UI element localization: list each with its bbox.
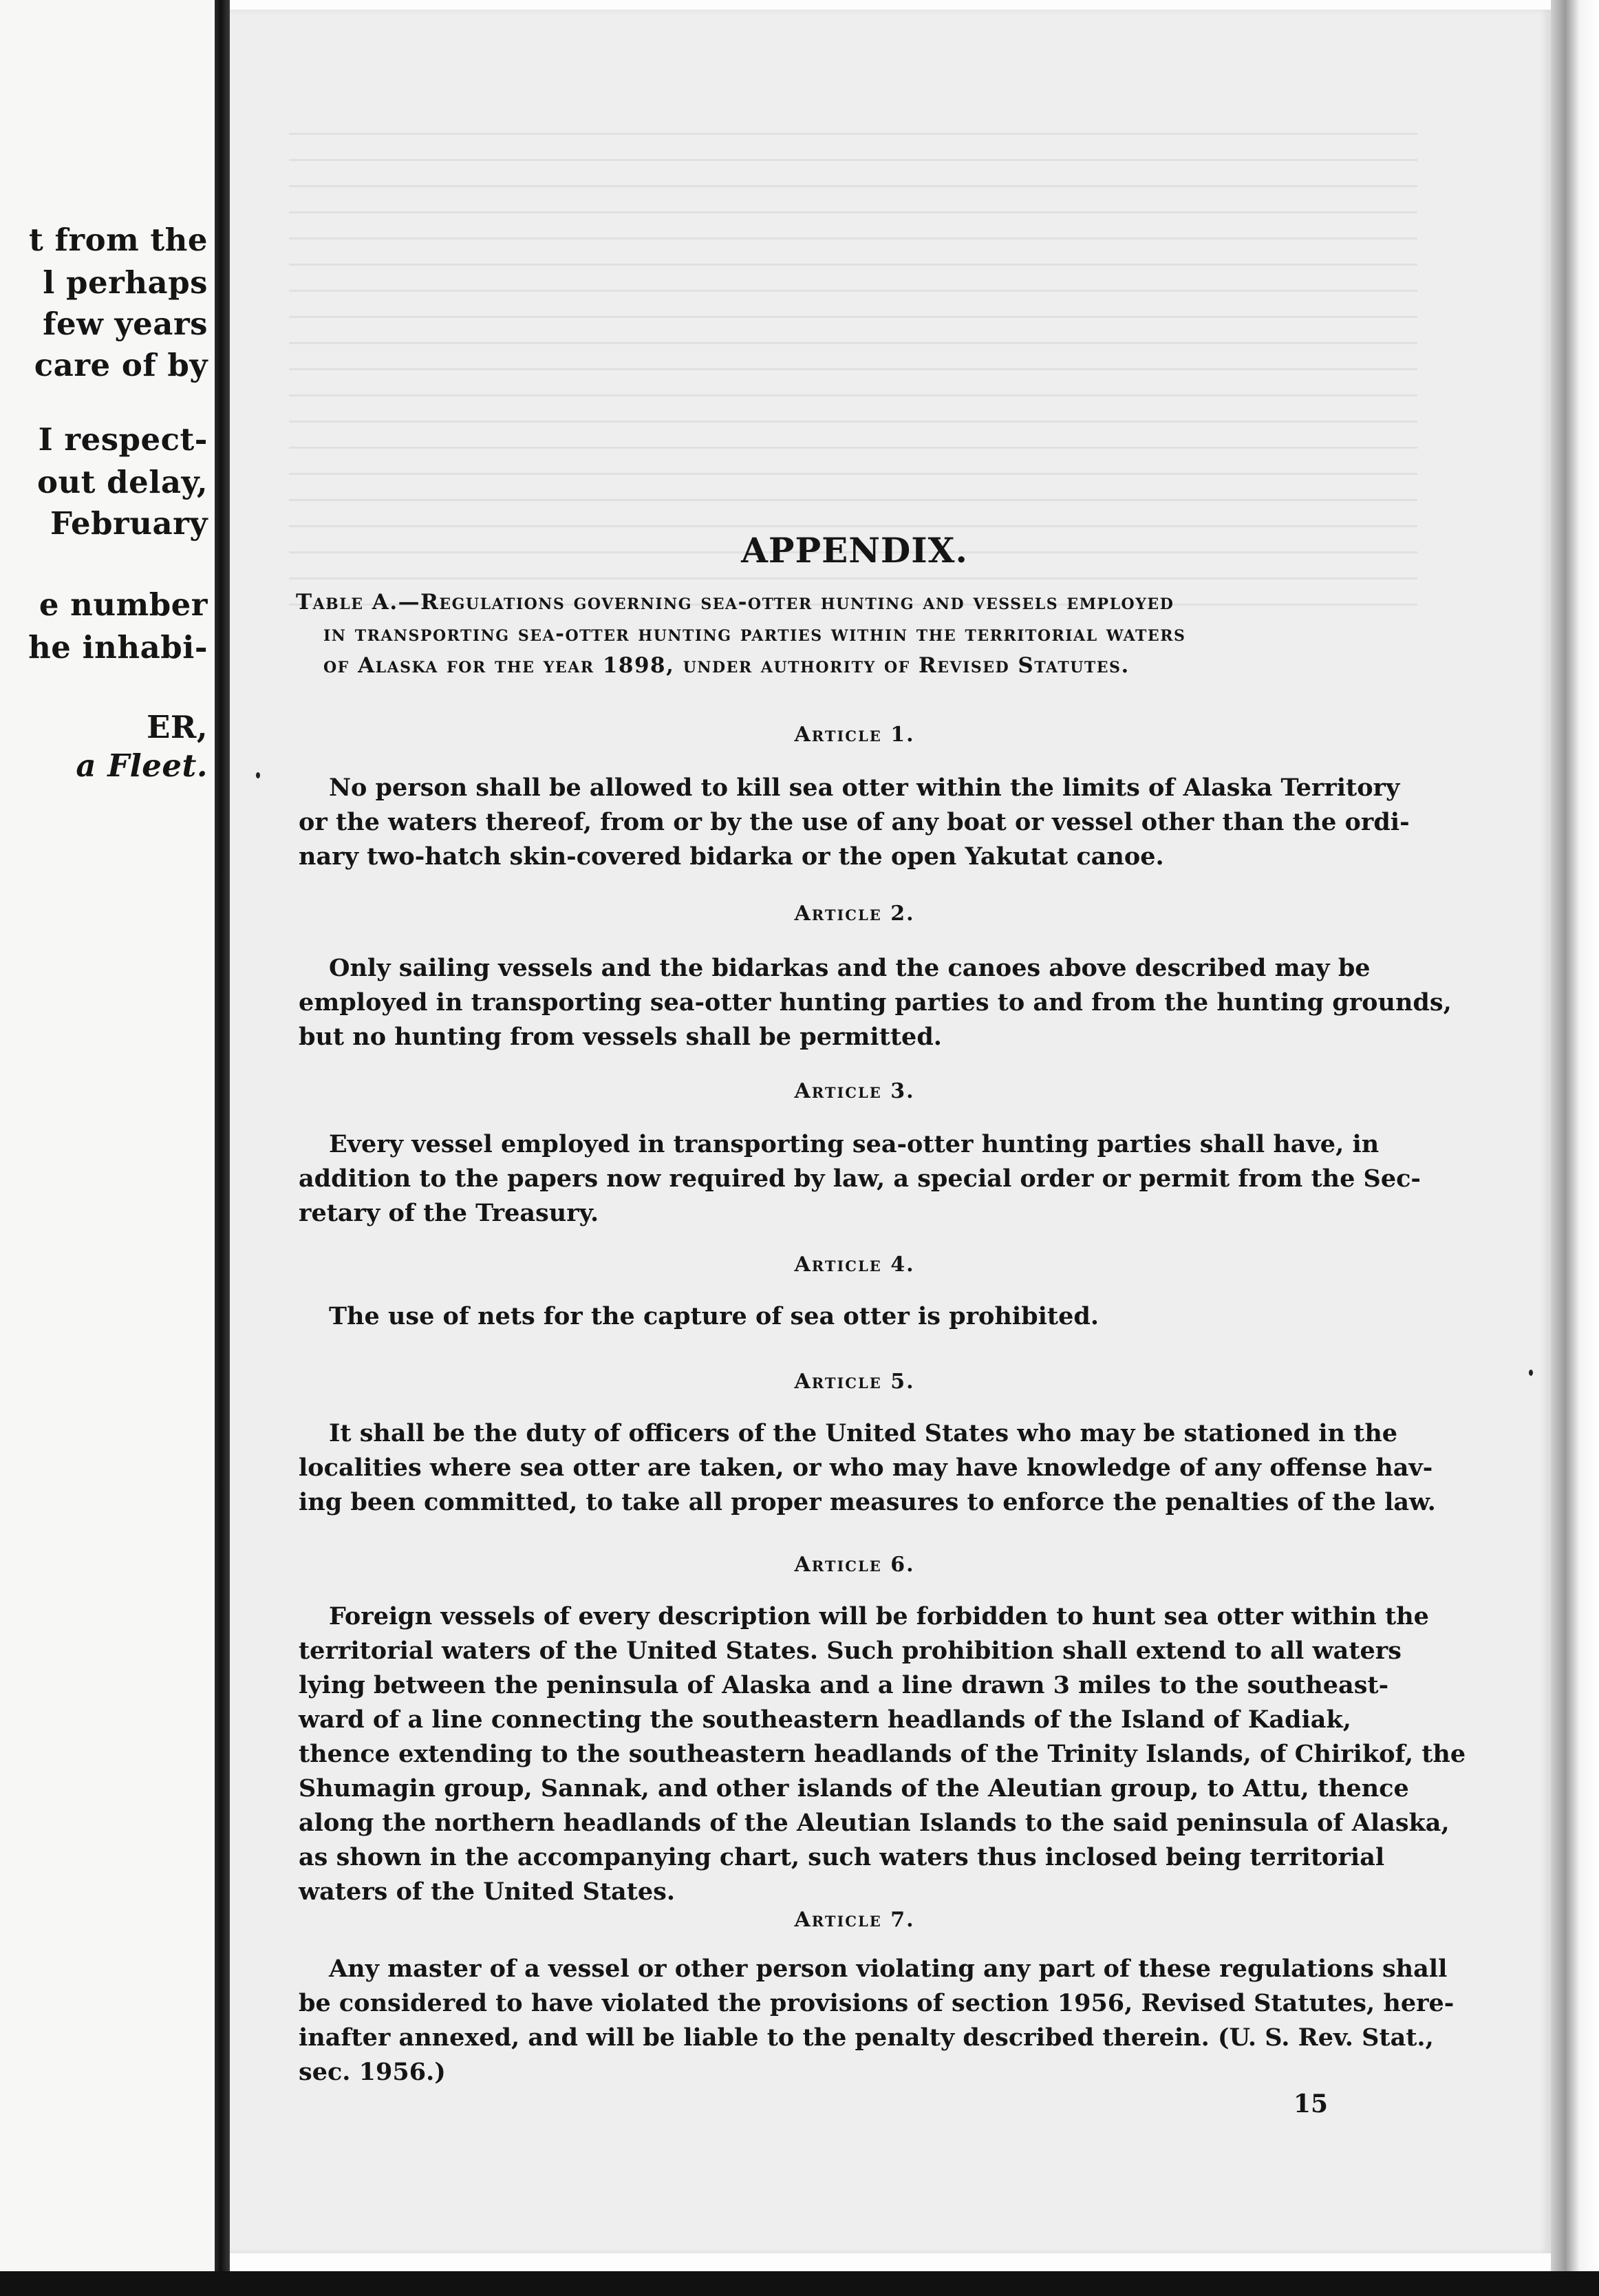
article-line: employed in transporting sea-otter hunting parties to and from the hunting grounds,	[299, 988, 1452, 1017]
article-line: ing been committed, to take all proper measures to enforce the penalties of the law.	[299, 1488, 1436, 1516]
article-heading: Article 3.	[794, 1079, 915, 1103]
left-page-line: t from the	[29, 222, 208, 258]
scan-border	[0, 2271, 1599, 2296]
page-number: 15	[1294, 2090, 1329, 2118]
article-line: addition to the papers now required by law, a special order or permit from the Sec-	[299, 1165, 1421, 1193]
left-page-line: few years	[43, 306, 208, 342]
left-page-line: he inhabi-	[28, 629, 208, 666]
article-line: No person shall be allowed to kill sea otter within the limits of Alaska Territory	[329, 774, 1400, 802]
table-heading	[296, 586, 1410, 681]
article-line: The use of nets for the capture of sea otter is prohibited.	[329, 1302, 1099, 1330]
article-line: Any master of a vessel or other person violating any part of these regulations shall	[329, 1955, 1448, 1983]
article-heading: Article 6.	[794, 1553, 915, 1577]
table-heading-line: Table A.—Regulations governing sea-otter hunting and vessels employed	[296, 590, 1174, 615]
article-line: nary two-hatch skin-covered bidarka or the open Yakutat canoe.	[299, 842, 1164, 871]
article-line: or the waters thereof, from or by the use of any boat or vessel other than the ordi-	[299, 808, 1410, 836]
article-line: inafter annexed, and will be liable to the penalty described therein. (U. S. Rev. Stat.,	[299, 2023, 1434, 2052]
article-line: Shumagin group, Sannak, and other islands of the Aleutian group, to Attu, thence	[299, 1774, 1409, 1803]
ink-speck	[1529, 1370, 1533, 1376]
table-heading-line: in transporting sea-otter hunting parties within the territorial waters	[323, 621, 1186, 646]
article-line: localities where sea otter are taken, or who may have knowledge of any offense hav-	[299, 1454, 1433, 1482]
left-page-line: l perhaps	[43, 264, 208, 301]
article-line: but no hunting from vessels shall be permitted.	[299, 1023, 942, 1051]
article-line: thence extending to the southeastern headlands of the Trinity Islands, of Chirikof, the	[299, 1740, 1466, 1768]
article-heading: Article 2.	[794, 902, 915, 926]
appendix-title: APPENDIX.	[741, 530, 968, 571]
left-page-line: a Fleet.	[76, 747, 208, 784]
article-line: territorial waters of the United States. Such prohibition shall extend to all waters	[299, 1637, 1402, 1665]
left-page-line: I respect-	[38, 421, 208, 458]
article-line: Only sailing vessels and the bidarkas and the canoes above described may be	[329, 954, 1371, 982]
article-heading: Article 4.	[794, 1253, 915, 1277]
article-line: along the northern headlands of the Aleutian Islands to the said peninsula of Alaska,	[299, 1809, 1450, 1837]
article-body	[299, 1416, 1436, 1520]
article-line: It shall be the duty of officers of the United States who may be stationed in the	[329, 1419, 1398, 1447]
left-page-line: e number	[39, 586, 208, 623]
article-line: Foreign vessels of every description will be forbidden to hunt sea otter within the	[329, 1602, 1429, 1630]
article-line: Every vessel employed in transporting sea-otter hunting parties shall have, in	[329, 1130, 1380, 1158]
book-gutter	[215, 0, 230, 2296]
article-line: ward of a line connecting the southeastern headlands of the Island of Kadiak,	[299, 1705, 1351, 1734]
left-page-line: ER,	[147, 709, 208, 745]
article-body	[299, 771, 1413, 874]
article-line: as shown in the accompanying chart, such waters thus inclosed being territorial	[299, 1843, 1385, 1871]
article-body	[299, 1599, 1466, 1909]
article-line: retary of the Treasury.	[299, 1199, 599, 1227]
article-heading: Article 7.	[794, 1908, 915, 1932]
ink-speck	[256, 772, 260, 778]
article-heading: Article 5.	[794, 1370, 915, 1394]
article-line: sec. 1956.)	[299, 2058, 446, 2086]
article-body	[299, 951, 1452, 1054]
left-page-line: care of by	[34, 347, 208, 383]
left-page-line: February	[50, 505, 208, 542]
page-edge	[1551, 0, 1599, 2296]
article-body	[299, 1127, 1421, 1231]
article-body	[299, 1952, 1455, 2090]
article-heading: Article 1.	[794, 723, 915, 747]
previous-page-fragment	[0, 0, 215, 2296]
article-line: lying between the peninsula of Alaska and a line drawn 3 miles to the southeast-	[299, 1671, 1389, 1699]
article-body	[299, 1299, 1413, 1334]
article-line: waters of the United States.	[299, 1878, 676, 1906]
table-heading-line: of Alaska for the year 1898, under authority of Revised Statutes.	[323, 653, 1130, 678]
left-page-line: out delay,	[36, 464, 208, 500]
article-line: be considered to have violated the provisions of section 1956, Revised Statutes, here-	[299, 1989, 1455, 2017]
